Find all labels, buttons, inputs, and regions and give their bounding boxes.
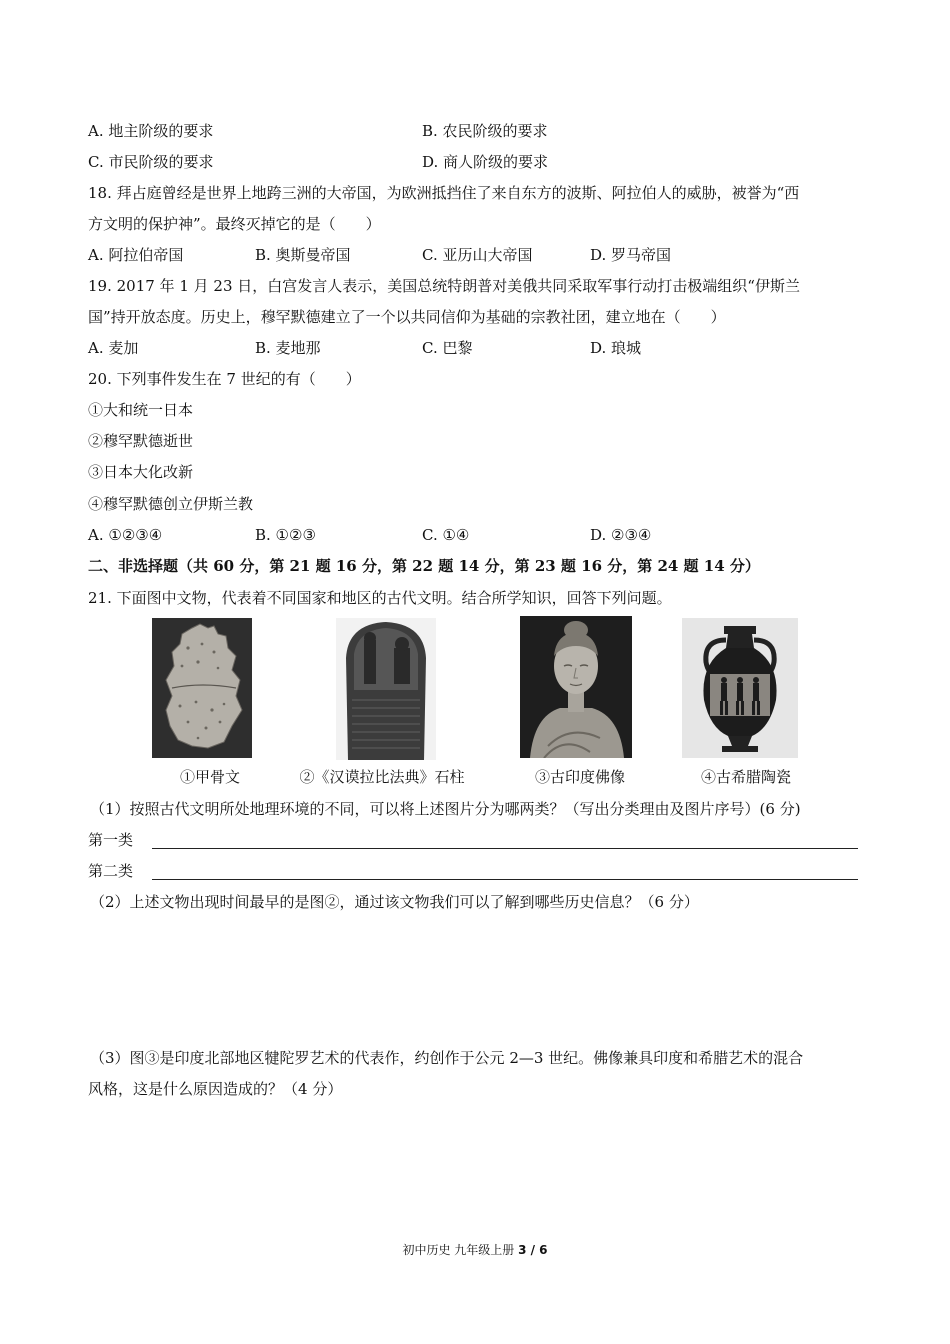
caption-hammurabi-stele: ②《汉谟拉比法典》石柱 <box>299 768 465 786</box>
q19-stem-line2: 国”持开放态度。历史上，穆罕默德建立了一个以共同信仰为基础的宗教社团，建立地在（ ） <box>88 308 726 326</box>
q20-option-c: C. ①④ <box>422 526 470 544</box>
q18-option-a: A. 阿拉伯帝国 <box>88 246 184 264</box>
q21-sub3-line2: 风格，这是什么原因造成的？（4 分） <box>88 1080 343 1098</box>
q18-stem-line1: 18. 拜占庭曾经是世界上地跨三洲的大帝国，为欧洲抵挡住了来自东方的波斯、阿拉伯人的威胁，被誉为“西 <box>88 184 800 202</box>
hammurabi-stele-image <box>336 618 436 760</box>
q21-sub2-answer-space[interactable] <box>88 920 858 1040</box>
q20-item-1: ①大和统一日本 <box>88 401 194 419</box>
q18-option-c: C. 亚历山大帝国 <box>422 246 533 264</box>
q17-option-c: C. 市民阶级的要求 <box>88 153 214 171</box>
section2-heading: 二、非选择题（共 60 分，第 21 题 16 分，第 22 题 14 分，第 23 题 16 分，第 24 题 14 分） <box>88 557 760 575</box>
q21-sub3-answer-space[interactable] <box>88 1106 858 1226</box>
q17-option-d: D. 商人阶级的要求 <box>422 153 549 171</box>
q20-item-4: ④穆罕默德创立伊斯兰教 <box>88 495 254 513</box>
q20-option-b: B. ①②③ <box>255 526 316 544</box>
q20-stem: 20. 下列事件发生在 7 世纪的有（ ） <box>88 370 361 388</box>
q19-option-b: B. 麦地那 <box>255 339 321 357</box>
greek-amphora-image <box>682 618 798 758</box>
q21-class1-answer-line[interactable] <box>152 848 858 849</box>
q20-item-2: ②穆罕默德逝世 <box>88 432 194 450</box>
q20-item-3: ③日本大化改新 <box>88 463 194 481</box>
caption-oracle-bone: ①甲骨文 <box>179 768 240 786</box>
q21-sub2: （2）上述文物出现时间最早的是图②，通过该文物我们可以了解到哪些历史信息？（6 分） <box>90 893 699 911</box>
q20-option-a: A. ①②③④ <box>88 526 163 544</box>
q18-stem-line2: 方文明的保护神”。最终灭掉它的是（ ） <box>88 215 381 233</box>
q17-option-b: B. 农民阶级的要求 <box>422 122 548 140</box>
oracle-bone-image <box>152 618 252 758</box>
page-footer <box>0 1242 950 1258</box>
q19-option-d: D. 琅城 <box>590 339 642 357</box>
q21-class2-answer-line[interactable] <box>152 879 858 880</box>
q21-sub3-line1: （3）图③是印度北部地区犍陀罗艺术的代表作，约创作于公元 2—3 世纪。佛像兼具印度和希腊艺术的混合 <box>90 1049 804 1067</box>
caption-gandhara-buddha: ③古印度佛像 <box>534 768 625 786</box>
q17-option-a: A. 地主阶级的要求 <box>88 122 214 140</box>
q21-class1-label: 第一类 <box>88 831 134 849</box>
footer-text: 初中历史 九年级上册 <box>402 1243 519 1257</box>
q19-option-a: A. 麦加 <box>88 339 139 357</box>
q19-option-c: C. 巴黎 <box>422 339 473 357</box>
q18-option-b: B. 奥斯曼帝国 <box>255 246 351 264</box>
page-number: 3 / 6 <box>518 1243 548 1257</box>
q21-stem: 21. 下面图中文物，代表着不同国家和地区的古代文明。结合所学知识，回答下列问题。 <box>88 589 672 607</box>
q21-class2-label: 第二类 <box>88 862 134 880</box>
q18-option-d: D. 罗马帝国 <box>590 246 672 264</box>
q20-option-d: D. ②③④ <box>590 526 652 544</box>
caption-greek-amphora: ④古希腊陶瓷 <box>700 768 791 786</box>
gandhara-buddha-image <box>520 616 632 758</box>
q21-sub1: （1）按照古代文明所处地理环境的不同，可以将上述图片分为哪两类？（写出分类理由及图片序号）(6 分) <box>90 800 801 818</box>
q19-stem-line1: 19. 2017 年 1 月 23 日，白宫发言人表示，美国总统特朗普对美俄共同采取军事行动打击极端组织“伊斯兰 <box>88 277 800 295</box>
